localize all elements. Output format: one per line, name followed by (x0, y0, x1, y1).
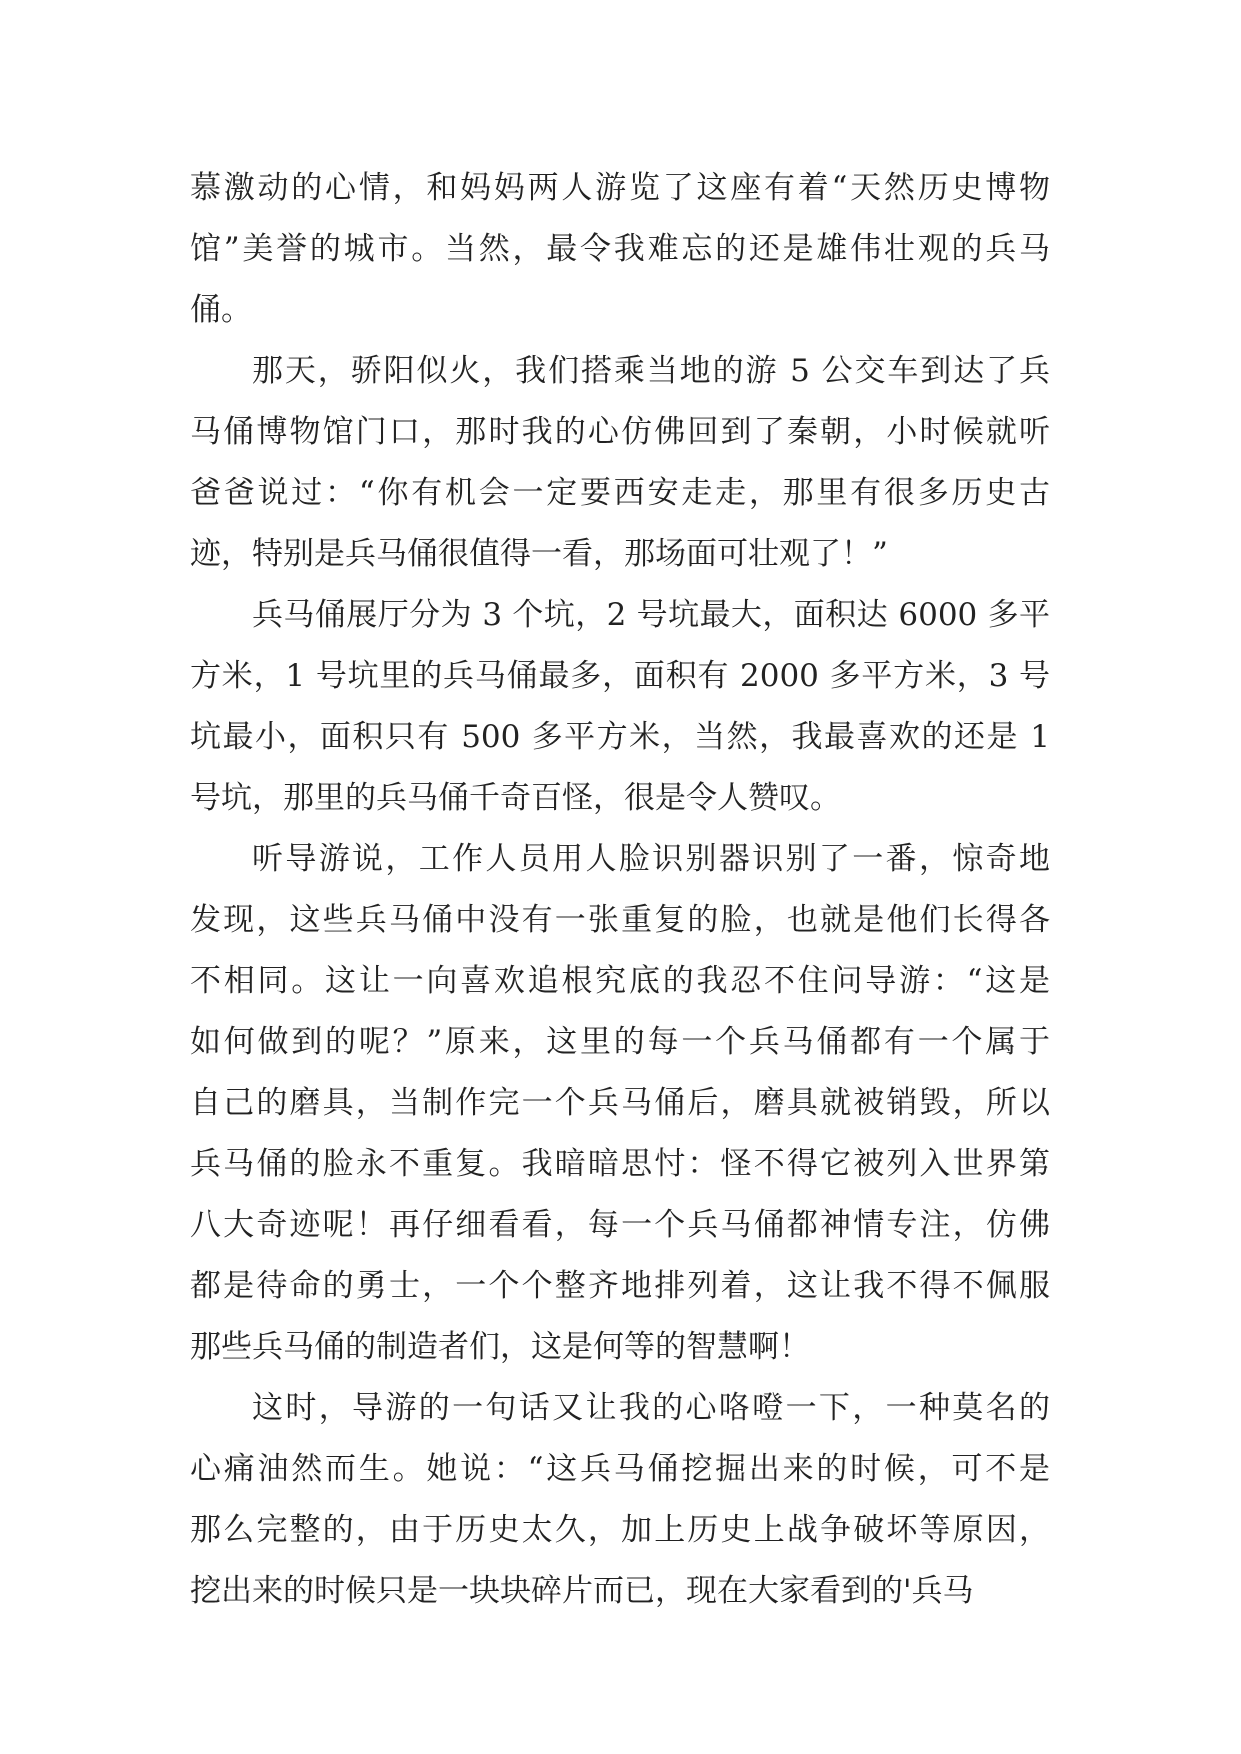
text-line: 这时，导游的一句话又让我的心咯噔一下，一种莫名的 (252, 1390, 1050, 1426)
text-line: 八大奇迹呢！再仔细看看，每一个兵马俑都神情专注，仿佛 (190, 1207, 1050, 1243)
text-line: 听导游说，工作人员用人脸识别器识别了一番，惊奇地 (252, 841, 1050, 877)
paragraph (190, 585, 1050, 829)
text-line: 马俑博物馆门口，那时我的心仿佛回到了秦朝，小时候就听 (190, 414, 1050, 450)
text-line: 慕激动的心情，和妈妈两人游览了这座有着“天然历史博物 (190, 170, 1050, 206)
text-line: 兵马俑的脸永不重复。我暗暗思忖：怪不得它被列入世界第 (190, 1146, 1050, 1182)
text-line: 方米，1 号坑里的兵马俑最多，面积有 2000 多平方米，3 号 (190, 658, 1050, 694)
text-line: 那些兵马俑的制造者们，这是何等的智慧啊！ (190, 1329, 810, 1365)
paragraph (190, 341, 1050, 585)
text-line: 不相同。这让一向喜欢追根究底的我忍不住问导游：“这是 (190, 963, 1050, 999)
text-line: 挖出来的时候只是一块块碎片而已，现在大家看到的'兵马 (190, 1573, 974, 1609)
text-line: 心痛油然而生。她说：“这兵马俑挖掘出来的时候，可不是 (190, 1451, 1050, 1487)
text-line: 馆”美誉的城市。当然，最令我难忘的还是雄伟壮观的兵马 (190, 231, 1050, 267)
text-line: 俑。 (190, 292, 252, 328)
text-line: 那天，骄阳似火，我们搭乘当地的游 5 公交车到达了兵 (252, 353, 1050, 389)
paragraph (190, 1378, 1050, 1622)
document-body (190, 158, 1050, 1622)
text-line: 爸爸说过：“你有机会一定要西安走走，那里有很多历史古 (190, 475, 1050, 511)
text-line: 自己的磨具，当制作完一个兵马俑后，磨具就被销毁，所以 (190, 1085, 1050, 1121)
text-line: 如何做到的呢？”原来，这里的每一个兵马俑都有一个属于 (190, 1024, 1050, 1060)
text-line: 迹，特别是兵马俑很值得一看，那场面可壮观了！” (190, 536, 888, 572)
text-line: 号坑，那里的兵马俑千奇百怪，很是令人赞叹。 (190, 780, 841, 816)
text-line: 兵马俑展厅分为 3 个坑，2 号坑最大，面积达 6000 多平 (252, 597, 1050, 633)
text-line: 坑最小，面积只有 500 多平方米，当然，我最喜欢的还是 1 (190, 719, 1050, 755)
text-line: 那么完整的，由于历史太久，加上历史上战争破坏等原因， (190, 1512, 1050, 1548)
text-line: 都是待命的勇士，一个个整齐地排列着，这让我不得不佩服 (190, 1268, 1050, 1304)
paragraph (190, 158, 1050, 341)
paragraph (190, 829, 1050, 1378)
text-line: 发现，这些兵马俑中没有一张重复的脸，也就是他们长得各 (190, 902, 1050, 938)
